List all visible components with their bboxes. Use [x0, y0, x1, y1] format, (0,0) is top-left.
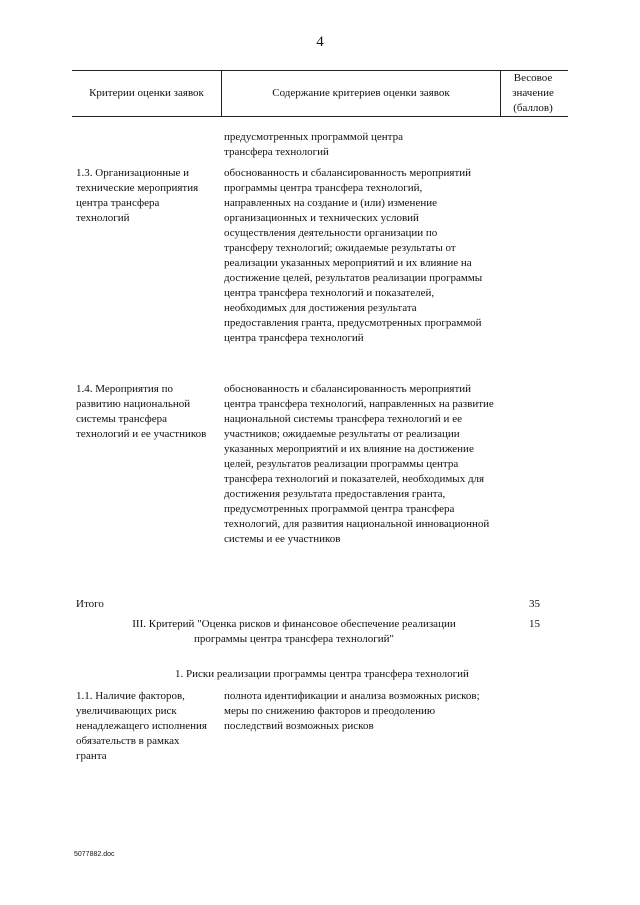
- header-bottom-rule: [72, 116, 568, 117]
- content-1-3: обоснованность и сбалансированность мероприятий программы центра трансфера технологий, направленных на создание и (или) изменение организационных и технических условий осуществления деятельности организации по трансферу технологий; ожидаемые результаты от реализации указанных мероприятий и их влияние на достижение целей, результатов реализации программы центра трансфера технологий и показателей, необходимых для достижения результата предоставления гранта, предусмотренных программой центра трансфера технологий: [224, 167, 483, 344]
- page-number: 4: [316, 34, 324, 50]
- section-3-title: III. Критерий "Оценка рисков и финансовое обеспечение реализации программы центра трансфера технологий": [132, 618, 456, 645]
- content-1-1: полнота идентификации и анализа возможных рисков; меры по снижению факторов и преодолению последствий возможных рисков: [224, 690, 480, 732]
- header-content: Содержание критериев оценки заявок: [272, 87, 450, 99]
- footer-filename: 5077882.doc: [74, 851, 115, 858]
- criterion-1-3: 1.3. Организационные и технические мероприятия центра трансфера технологий: [76, 167, 199, 224]
- subsection-1-title: 1. Риски реализации программы центра трансфера технологий: [175, 668, 469, 680]
- header-weight: Весовое значение (баллов): [512, 72, 554, 114]
- header-criteria: Критерии оценки заявок: [89, 87, 204, 99]
- criterion-1-1: 1.1. Наличие факторов, увеличивающих риск ненадлежащего исполнения обязательств в рамках гранта: [76, 690, 207, 762]
- total-label: Итого: [76, 598, 104, 610]
- criterion-1-4: 1.4. Мероприятия по развитию национальной системы трансфера технологий и ее участников: [76, 383, 207, 440]
- continuation-text: предусмотренных программой центра трансфера технологий: [224, 131, 403, 158]
- total-value: 35: [529, 598, 540, 610]
- section-3-value: 15: [529, 618, 540, 630]
- header-top-rule: [72, 70, 568, 71]
- content-1-4: обоснованность и сбалансированность мероприятий центра трансфера технологий, направленных на развитие национальной системы трансфера технологий и ее участников; ожидаемые результаты от реализации указанных мероприятий и их влияние на достижение целей, результатов реализации программы центра трансфера технологий и показателей, необходимых для достижения результата предоставления гранта, предусмотренных программой центра трансфера технологий, для развития национальной инновационной системы и ее участников: [224, 383, 494, 545]
- header-divider-2: [500, 70, 501, 116]
